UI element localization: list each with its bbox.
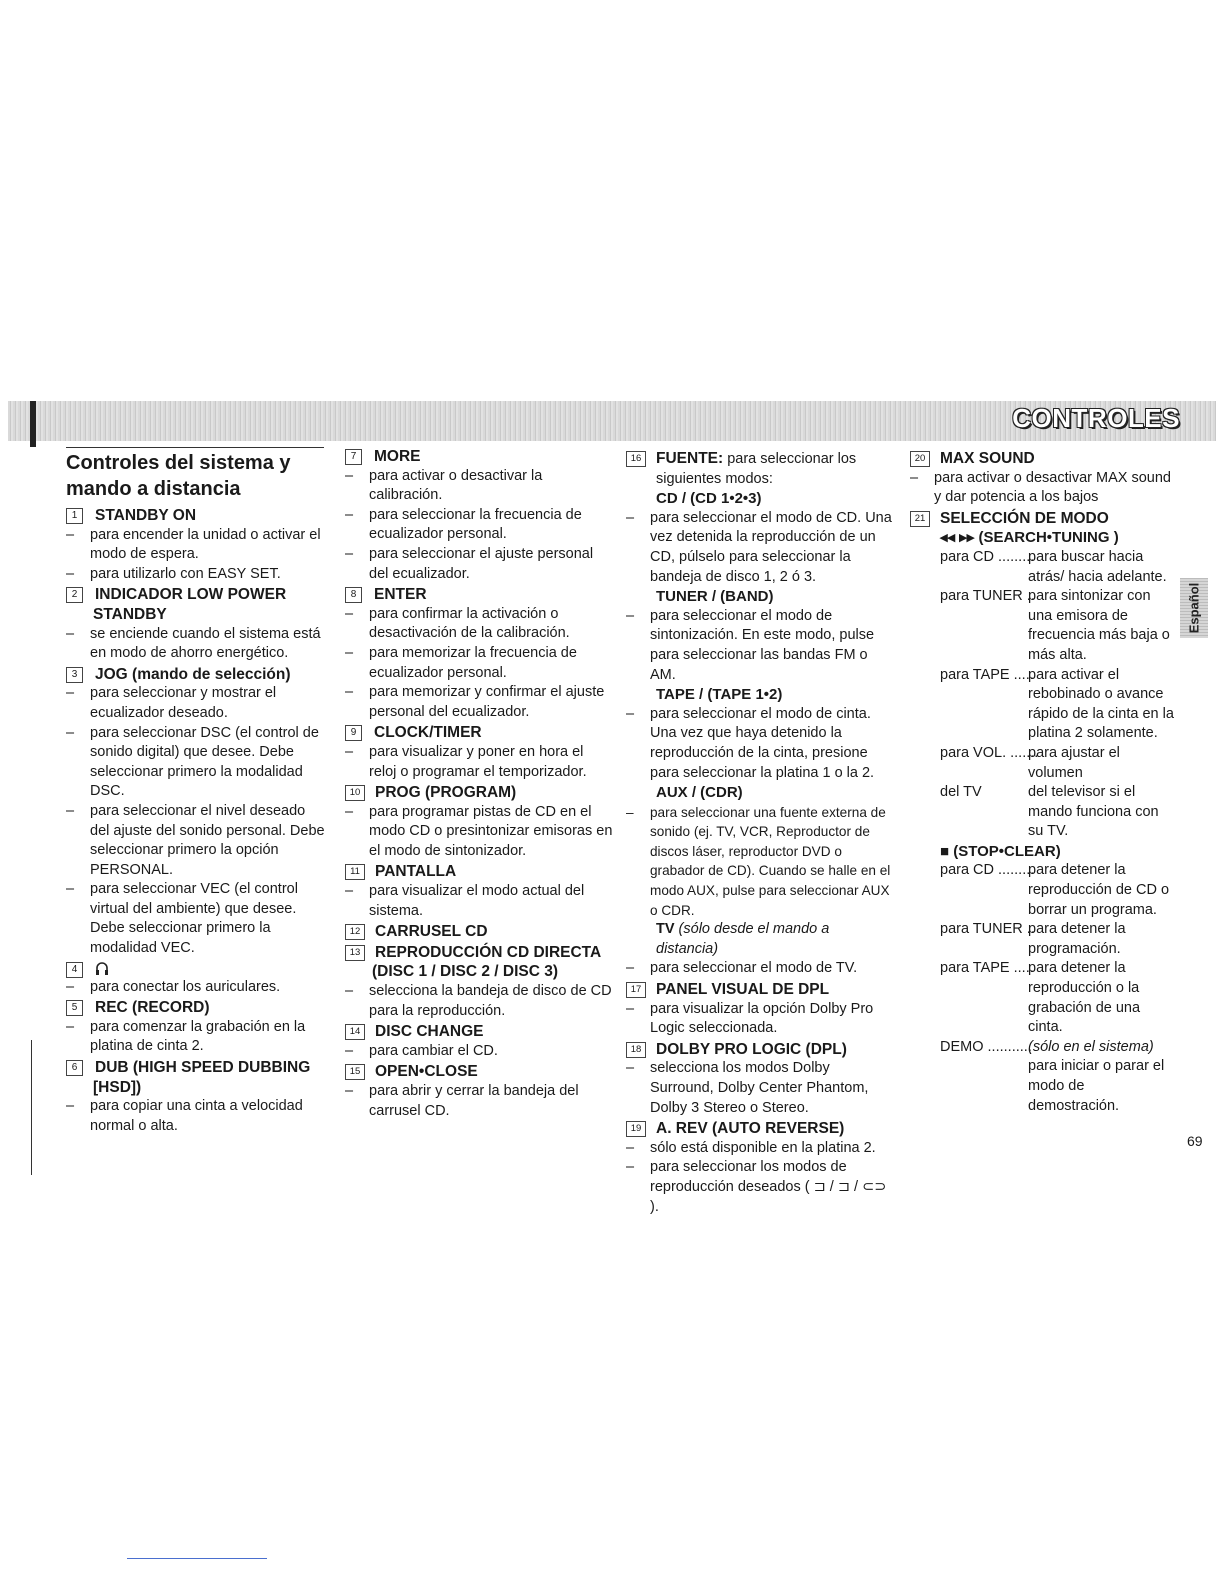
mode-row-source: para CD ......... <box>940 862 1035 879</box>
control-item-19 <box>626 1119 892 1139</box>
control-item-8 <box>345 585 613 605</box>
banner-mark <box>30 401 36 447</box>
headphones-icon <box>95 960 109 976</box>
control-item-11 <box>345 862 613 882</box>
item-label: A. REV (AUTO REVERSE) <box>656 1120 845 1138</box>
control-item-3 <box>66 665 328 685</box>
mode-row <box>940 783 1176 842</box>
control-item-20 <box>910 449 1176 469</box>
item-number: 13 <box>345 945 365 961</box>
control-item-4 <box>66 960 328 978</box>
item-number: 19 <box>626 1121 646 1137</box>
item-label: DUB (HIGH SPEED DUBBING <box>95 1059 311 1077</box>
item-label: REPRODUCCIÓN CD DIRECTA <box>375 943 602 961</box>
mode-row-source <box>940 1057 1028 1116</box>
mode-row-action: para iniciar o parar el modo de demostración. <box>1028 1058 1165 1114</box>
item-label: DOLBY PRO LOGIC (DPL) <box>656 1040 847 1058</box>
mode-note: (sólo desde el mando a distancia) <box>656 921 830 957</box>
description: – para copiar una cinta a velocidad normal o alta. <box>66 1098 303 1134</box>
margin-rule <box>31 1040 32 1175</box>
item-label: SELECCIÓN DE MODO <box>940 509 1109 527</box>
mode-row <box>940 861 1176 920</box>
item-label: INDICADOR LOW POWER <box>95 586 287 604</box>
description: – para activar o desactivar la calibración. <box>345 467 543 504</box>
mode-row-action: del televisor si el mando funciona con su TV. <box>1028 784 1159 840</box>
mode-table-stop <box>910 861 1176 1116</box>
column-2 <box>345 446 613 1121</box>
description: – selecciona la bandeja de disco de CD para la reproducción. <box>345 983 612 1019</box>
mode-row-action: para ajustar el volumen <box>1028 744 1120 781</box>
control-item-1 <box>66 506 328 526</box>
description: – para memorizar la frecuencia de ecualizador personal. <box>345 644 577 681</box>
item-label-continued: (DISC 1 / DISC 2 / DISC 3) <box>372 963 559 981</box>
item-label: MORE <box>374 448 421 465</box>
item-label: CARRUSEL CD <box>375 923 488 941</box>
description: – para visualizar el modo actual del sistema. <box>345 883 585 919</box>
item-number: 5 <box>66 1000 83 1016</box>
item-number: 17 <box>626 982 646 998</box>
description: – para seleccionar los modos de reproducción deseados ( ⊐ / ⊐ / ⊂⊃ ). <box>626 1159 887 1215</box>
description: – para seleccionar VEC (el control virtual del ambiente) que desee. Debe seleccionar primero la modalidad VEC. <box>66 881 298 957</box>
column-4 <box>910 448 1176 1116</box>
control-item-5 <box>66 998 328 1018</box>
description: – para activar o desactivar MAX sound y dar potencia a los bajos <box>910 469 1171 506</box>
item-label: DISC CHANGE <box>375 1023 484 1041</box>
item-label: PANTALLA <box>375 863 457 881</box>
item-number: 7 <box>345 449 362 465</box>
description: – para confirmar la activación o desactivación de la calibración. <box>345 605 570 642</box>
item-number: 10 <box>345 785 365 801</box>
description: – selecciona los modos Dolby Surround, Dolby Center Phantom, Dolby 3 Stereo o Stereo. <box>626 1060 869 1116</box>
mode-row-source: DEMO ........... <box>940 1038 1032 1055</box>
item-number: 8 <box>345 587 362 603</box>
item-number: 4 <box>66 962 83 978</box>
description: – para visualizar la opción Dolby Pro Logic seleccionada. <box>626 1000 874 1037</box>
mode-row-source: para TAPE ..... <box>940 960 1034 977</box>
mode-row-action: para detener la reproducción o la grabación de una cinta. <box>1028 960 1141 1036</box>
description: – para comenzar la grabación en la platina de cinta 2. <box>66 1018 306 1055</box>
mode-label: AUX / (CDR) <box>656 784 743 802</box>
item-label: OPEN•CLOSE <box>375 1063 478 1081</box>
item-number: 3 <box>66 667 83 683</box>
mode-row <box>940 959 1176 1037</box>
item-label: JOG (mando de selección) <box>95 665 291 683</box>
description: – para seleccionar el modo de sintonización. En este modo, pulse para seleccionar las bandas FM o AM. <box>626 607 875 683</box>
item-number: 21 <box>910 511 930 527</box>
control-item-15 <box>345 1062 613 1082</box>
description: – para seleccionar DSC (el control de sonido digital) que desee. Debe seleccionar primero la modalidad DSC. <box>66 724 319 800</box>
footer-rule <box>127 1558 267 1559</box>
description: – para seleccionar la frecuencia de ecualizador personal. <box>345 506 582 543</box>
item-number: 9 <box>345 725 362 741</box>
item-label-rest: para seleccionar los <box>723 451 857 467</box>
mode-row <box>940 587 1176 665</box>
language-tab: Español <box>1180 578 1208 638</box>
control-item-2 <box>66 585 328 605</box>
column-1 <box>66 447 328 1136</box>
section-heading: Controles del sistema y mando a distancia <box>66 452 291 500</box>
page-number: 69 <box>1187 1133 1203 1149</box>
item-label: PANEL VISUAL DE DPL <box>656 981 830 999</box>
mode-row <box>940 920 1176 959</box>
mode-table-search <box>910 548 1176 842</box>
item-label: MAX SOUND <box>940 450 1035 467</box>
control-item-7 <box>345 447 613 467</box>
item-label: STANDBY ON <box>95 507 197 524</box>
item-label-continued: STANDBY <box>93 605 167 623</box>
mode-label: TUNER / (BAND) <box>656 588 774 606</box>
control-item-10 <box>345 783 613 803</box>
description: – para memorizar y confirmar el ajuste personal del ecualizador. <box>345 684 605 720</box>
description: – sólo está disponible en la platina 2. <box>626 1139 876 1156</box>
item-label: ENTER <box>374 586 427 604</box>
item-number: 18 <box>626 1042 646 1058</box>
item-number: 16 <box>626 451 646 467</box>
column-3 <box>626 448 892 1217</box>
page-section-title: CONTROLES <box>1012 403 1180 433</box>
description: – para conectar los auriculares. <box>66 978 281 995</box>
item-number: 6 <box>66 1060 83 1076</box>
mode-row-action: (sólo en el sistema) <box>1028 1038 1154 1055</box>
description: – para seleccionar y mostrar el ecualizador deseado. <box>66 685 277 721</box>
control-item-13 <box>345 943 613 963</box>
description: – se enciende cuando el sistema está en modo de ahorro energético. <box>66 625 321 662</box>
description: siguientes modos: <box>656 470 773 487</box>
description: – para seleccionar el nivel deseado del ajuste del sonido personal. Debe seleccionar primero la opción PERSONAL. <box>66 802 325 878</box>
description: – para visualizar y poner en hora el reloj o programar el temporizador. <box>345 743 587 780</box>
mode-row <box>940 1057 1176 1116</box>
item-label: PROG (PROGRAM) <box>375 784 517 802</box>
mode-label: ■ (STOP•CLEAR) <box>940 842 1061 860</box>
control-item-9 <box>345 723 613 743</box>
control-item-14 <box>345 1022 613 1042</box>
mode-row-source: para VOL. ....... <box>940 744 1039 761</box>
mode-label: CD / (CD 1•2•3) <box>656 490 762 508</box>
title-rule <box>66 447 324 448</box>
item-number: 11 <box>345 864 365 880</box>
mode-row-source: para TUNER .. <box>940 588 1035 605</box>
mode-row-source: para TUNER .. <box>940 921 1035 938</box>
item-number: 15 <box>345 1064 365 1080</box>
mode-row-source: del TV <box>940 784 982 801</box>
control-item-6 <box>66 1058 328 1078</box>
description: – para seleccionar una fuente externa de sonido (ej. TV, VCR, Reproductor de discos láser, reproductor DVD o grabador de CD). Cuando se halle en el modo AUX, pulse para seleccionar AUX o CDR. <box>626 804 891 918</box>
mode-row-action: para detener la programación. <box>1028 921 1126 957</box>
mode-row <box>940 744 1176 783</box>
item-number: 1 <box>66 508 83 524</box>
control-item-17 <box>626 980 892 1000</box>
item-label: REC (RECORD) <box>95 999 210 1017</box>
description: – para seleccionar el ajuste personal del ecualizador. <box>345 545 594 582</box>
mode-label: TV (sólo desde el mando a distancia) <box>656 921 830 957</box>
description: – para cambiar el CD. <box>345 1042 498 1059</box>
mode-row-source: para TAPE ..... <box>940 666 1034 683</box>
item-number: 14 <box>345 1024 365 1040</box>
item-label: CLOCK/TIMER <box>374 724 482 742</box>
item-label-continued: [HSD]) <box>93 1078 142 1096</box>
item-label: FUENTE: <box>656 450 724 467</box>
description: – para seleccionar el modo de cinta. Una vez que haya detenido la reproducción de la cinta, presione para seleccionar la platina 1 o la 2. <box>626 705 875 781</box>
description: – para seleccionar el modo de TV. <box>626 960 858 977</box>
description: – para seleccionar el modo de CD. Una vez detenida la reproducción de un CD, púlselo para seleccionar la bandeja de disco 1, 2 ó 3. <box>626 509 892 585</box>
mode-row <box>940 1038 1176 1058</box>
mode-row <box>940 666 1176 744</box>
mode-row-source: para CD ......... <box>940 548 1035 565</box>
mode-row-action: para buscar hacia atrás/ hacia adelante. <box>1028 548 1167 585</box>
description: – para utilizarlo con EASY SET. <box>66 565 281 582</box>
mode-row <box>940 548 1176 587</box>
item-number: 20 <box>910 451 930 467</box>
mode-label: TAPE / (TAPE 1•2) <box>656 686 783 704</box>
mode-row-action: para detener la reproducción de CD o borrar un programa. <box>1028 862 1170 918</box>
description: – para encender la unidad o activar el modo de espera. <box>66 526 321 563</box>
description: – para programar pistas de CD en el modo CD o presintonizar emisoras en el modo de sintonizador. <box>345 803 613 859</box>
control-item-21 <box>910 509 1176 529</box>
control-item-16 <box>626 449 892 470</box>
mode-row-action: para activar el rebobinado o avance rápido de la cinta en la platina 2 solamente. <box>1028 666 1174 742</box>
item-number: 2 <box>66 587 83 603</box>
description: – para abrir y cerrar la bandeja del carrusel CD. <box>345 1083 579 1119</box>
item-number: 12 <box>345 924 365 940</box>
control-item-12 <box>345 922 613 942</box>
mode-label: ◂◂ ▸▸ (SEARCH•TUNING ) <box>940 529 1119 547</box>
mode-row-action: para sintonizar con una emisora de frecuencia más baja o más alta. <box>1028 588 1170 663</box>
control-item-18 <box>626 1040 892 1060</box>
